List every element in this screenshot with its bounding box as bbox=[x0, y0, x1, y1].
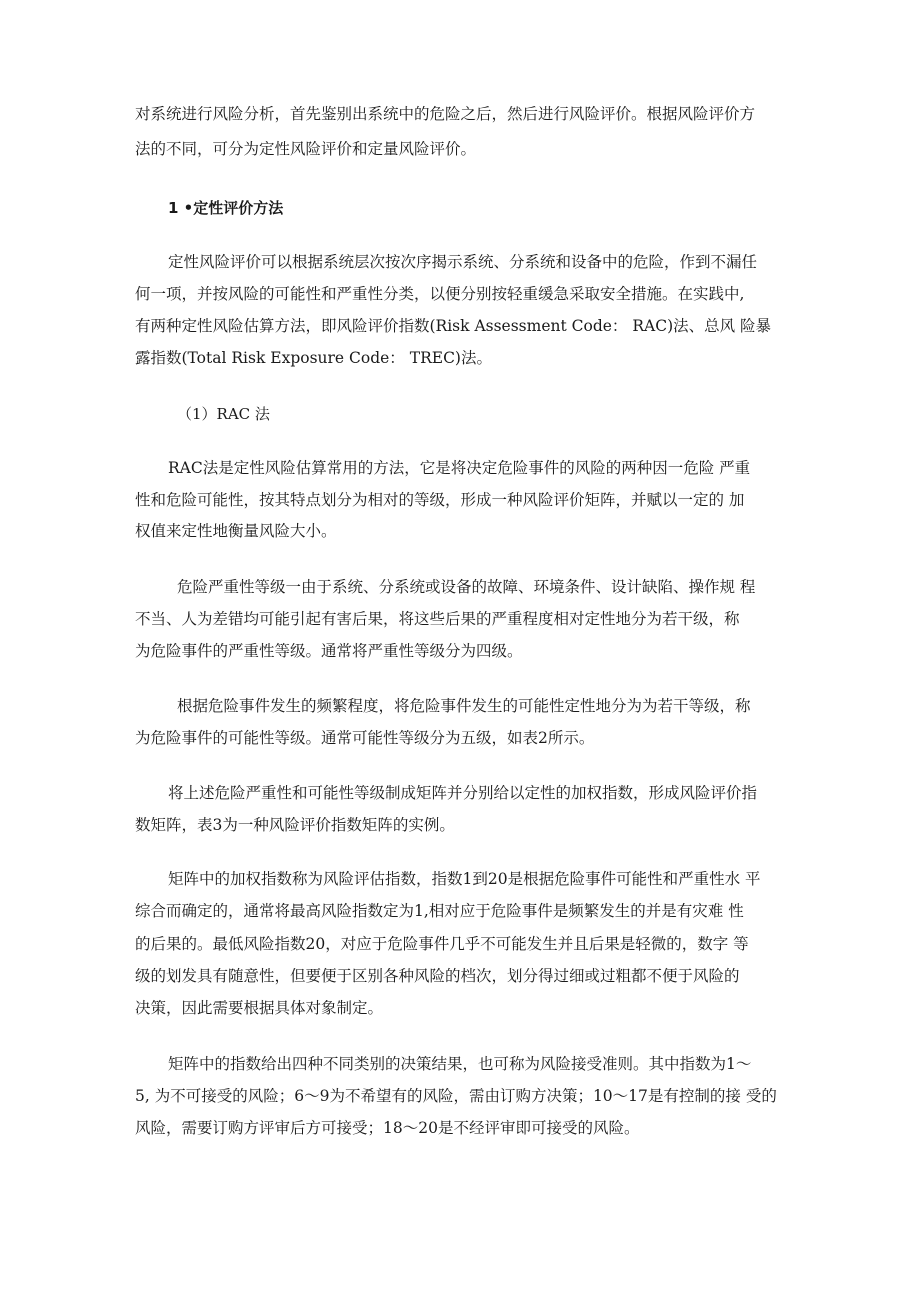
decision-line-2: 5, 为不可接受的风险；6～9为不希望有的风险，需由订购方决策；10～17是有控制的接 受的 bbox=[135, 1087, 777, 1105]
matrix-line-2: 数矩阵，表3为一种风险评价指数矩阵的实例。 bbox=[135, 816, 455, 834]
index-line-4: 级的划发具有随意性，但要便于区别各种风险的档次，划分得过细或过粗都不便于风险的 bbox=[135, 967, 740, 985]
intro-line-1: 对系统进行风险分析，首先鉴别出系统中的危险之后，然后进行风险评价。根据风险评价方 bbox=[135, 105, 756, 123]
likelihood-line-1: 根据危险事件发生的频繁程度，将危险事件发生的可能性定性地分为为若干等级，称 bbox=[177, 697, 751, 715]
index-line-2: 综合而确定的，通常将最高风险指数定为1,相对应于危险事件是频繁发生的并是有灾难 性 bbox=[135, 902, 744, 920]
rac-intro-line-3: 权值来定性地衡量风险大小。 bbox=[135, 522, 337, 540]
likelihood-line-2: 为危险事件的可能性等级。通常可能性等级分为五级，如表2所示。 bbox=[135, 729, 595, 747]
qualitative-line-2: 何一项，并按风险的可能性和严重性分类，以便分别按轻重缓急采取安全措施。在实践中, bbox=[135, 285, 745, 303]
rac-heading: （1）RAC 法 bbox=[177, 405, 270, 423]
severity-line-3: 为危险事件的严重性等级。通常将严重性等级分为四级。 bbox=[135, 642, 523, 660]
index-line-1: 矩阵中的加权指数称为风险评估指数，指数1到20是根据危险事件可能性和严重性水 平 bbox=[168, 870, 761, 888]
decision-line-3: 风险，需要订购方评审后方可接受；18～20是不经评审即可接受的风险。 bbox=[135, 1119, 640, 1137]
severity-line-1: 危险严重性等级一由于系统、分系统或设备的故障、环境条件、设计缺陷、操作规 程 bbox=[177, 578, 756, 596]
rac-intro-line-2: 性和危险可能性，按其特点划分为相对的等级，形成一种风险评价矩阵，并赋以一定的 加 bbox=[135, 491, 745, 509]
rac-intro-line-1: RAC法是定性风险估算常用的方法，它是将决定危险事件的风险的两种因一危险 严重 bbox=[168, 459, 751, 477]
matrix-line-1: 将上述危险严重性和可能性等级制成矩阵并分别给以定性的加权指数，形成风险评价指 bbox=[168, 784, 758, 802]
qualitative-line-4: 露指数(Total Risk Exposure Code： TREC)法。 bbox=[135, 349, 492, 367]
index-line-5: 决策，因此需要根据具体对象制定。 bbox=[135, 999, 384, 1017]
severity-line-2: 不当、人为差错均可能引起有害后果，将这些后果的严重程度相对定性地分为若干级，称 bbox=[135, 610, 740, 628]
qualitative-line-3: 有两种定性风险估算方法，即风险评价指数(Risk Assessment Code： RAC)法、总风 险暴 bbox=[135, 317, 772, 335]
decision-line-1: 矩阵中的指数给出四种不同类别的决策结果，也可称为风险接受准则。其中指数为1～ bbox=[168, 1055, 752, 1073]
qualitative-line-1: 定性风险评价可以根据系统层次按次序揭示系统、分系统和设备中的危险，作到不漏任 bbox=[168, 253, 758, 271]
section-heading: 1 •定性评价方法 bbox=[168, 199, 284, 217]
index-line-3: 的后果的。最低风险指数20，对应于危险事件几乎不可能发生并且后果是轻微的，数字 等 bbox=[135, 935, 749, 953]
intro-line-2: 法的不同，可分为定性风险评价和定量风险评价。 bbox=[135, 140, 477, 158]
